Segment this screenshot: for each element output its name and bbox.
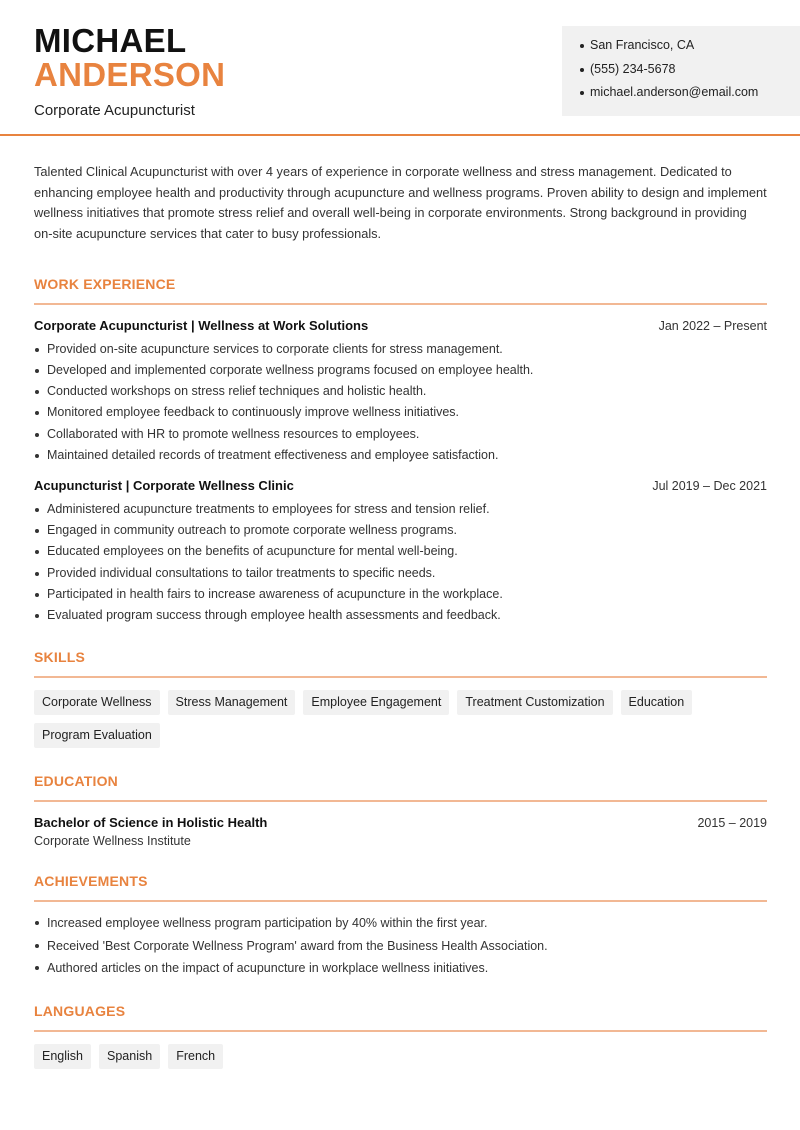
- list-item: Administered acupuncture treatments to employees for stress and tension relief.: [34, 499, 767, 520]
- section-divider: [34, 900, 767, 902]
- skill-tag: Stress Management: [168, 690, 296, 715]
- list-item: Authored articles on the impact of acupuncture in workplace wellness initiatives.: [34, 957, 767, 980]
- skill-tag: Program Evaluation: [34, 723, 160, 748]
- skill-tag: Corporate Wellness: [34, 690, 160, 715]
- skill-tag: Education: [621, 690, 693, 715]
- entry-header: [34, 815, 767, 830]
- skills-section: [34, 648, 767, 748]
- skill-tag: Treatment Customization: [457, 690, 612, 715]
- list-item: Collaborated with HR to promote wellness resources to employees.: [34, 424, 767, 445]
- language-tag: French: [168, 1044, 223, 1069]
- section-title-skills: SKILLS: [34, 649, 85, 666]
- entry-header: [34, 318, 767, 333]
- contact-box: [562, 26, 800, 116]
- job-title: Corporate Acupuncturist: [34, 102, 195, 119]
- section-title-languages: LANGUAGES: [34, 1002, 126, 1019]
- contact-location: San Francisco, CA: [580, 34, 800, 58]
- entry-bullets: [34, 339, 767, 466]
- experience-section: [34, 275, 767, 626]
- skill-tag: Employee Engagement: [303, 690, 449, 715]
- section-title-education: EDUCATION: [34, 773, 118, 790]
- list-item: Received 'Best Corporate Wellness Program' award from the Business Health Association.: [34, 935, 767, 958]
- first-name: MICHAEL: [34, 22, 187, 59]
- section-divider: [34, 800, 767, 802]
- degree-title: Bachelor of Science in Holistic Health: [34, 815, 268, 831]
- list-item: Engaged in community outreach to promote corporate wellness programs.: [34, 520, 767, 541]
- achievements-list: [34, 912, 767, 980]
- resume-content: [34, 162, 767, 1069]
- skills-tags: [34, 690, 767, 748]
- contact-email: michael.anderson@email.com: [580, 81, 800, 105]
- list-item: Conducted workshops on stress relief techniques and holistic health.: [34, 381, 767, 402]
- section-divider: [34, 676, 767, 678]
- resume-header: [0, 0, 800, 136]
- languages-section: [34, 1002, 767, 1069]
- section-divider: [34, 1030, 767, 1032]
- entry-header: [34, 478, 767, 493]
- entry-bullets: [34, 499, 767, 626]
- summary: Talented Clinical Acupuncturist with over 4 years of experience in corporate wellness and stress management. Dedicated to enhancing employee health and productivity through acupuncture and wellness programs. Proven ability to design and implement wellness initiatives that promote stress relief and overall well-being in corporate environments. Strong background in providing on-site acupuncture services that cater to busy professionals.: [34, 164, 767, 242]
- contact-phone: (555) 234-5678: [580, 58, 800, 82]
- education-entry: [34, 815, 767, 848]
- language-tag: English: [34, 1044, 91, 1069]
- entry-title: Corporate Acupuncturist | Wellness at Work Solutions: [34, 317, 369, 333]
- entry-date: Jan 2022 – Present: [658, 318, 767, 333]
- education-section: [34, 772, 767, 848]
- list-item: Participated in health fairs to increase awareness of acupuncture in the workplace.: [34, 584, 767, 605]
- list-item: Provided on-site acupuncture services to corporate clients for stress management.: [34, 339, 767, 360]
- experience-entry: [34, 478, 767, 626]
- list-item: Maintained detailed records of treatment effectiveness and employee satisfaction.: [34, 445, 767, 466]
- entry-date: Jul 2019 – Dec 2021: [652, 479, 767, 494]
- list-item: Monitored employee feedback to continuously improve wellness initiatives.: [34, 402, 767, 423]
- list-item: Provided individual consultations to tailor treatments to specific needs.: [34, 563, 767, 584]
- section-title-experience: WORK EXPERIENCE: [34, 275, 176, 292]
- list-item: Evaluated program success through employee health assessments and feedback.: [34, 605, 767, 626]
- section-title-achievements: ACHIEVEMENTS: [34, 873, 148, 890]
- name-block: [34, 24, 225, 119]
- experience-entry: [34, 318, 767, 466]
- list-item: Developed and implemented corporate wellness programs focused on employee health.: [34, 360, 767, 381]
- list-item: Increased employee wellness program participation by 40% within the first year.: [34, 912, 767, 935]
- section-divider: [34, 303, 767, 305]
- list-item: Educated employees on the benefits of acupuncture for mental well-being.: [34, 541, 767, 562]
- language-tag: Spanish: [99, 1044, 160, 1069]
- achievements-section: [34, 872, 767, 980]
- last-name: ANDERSON: [34, 56, 226, 93]
- entry-date: 2015 – 2019: [697, 816, 767, 831]
- languages-tags: [34, 1044, 767, 1069]
- entry-title: Acupuncturist | Corporate Wellness Clinic: [34, 478, 294, 494]
- school-name: Corporate Wellness Institute: [34, 834, 191, 849]
